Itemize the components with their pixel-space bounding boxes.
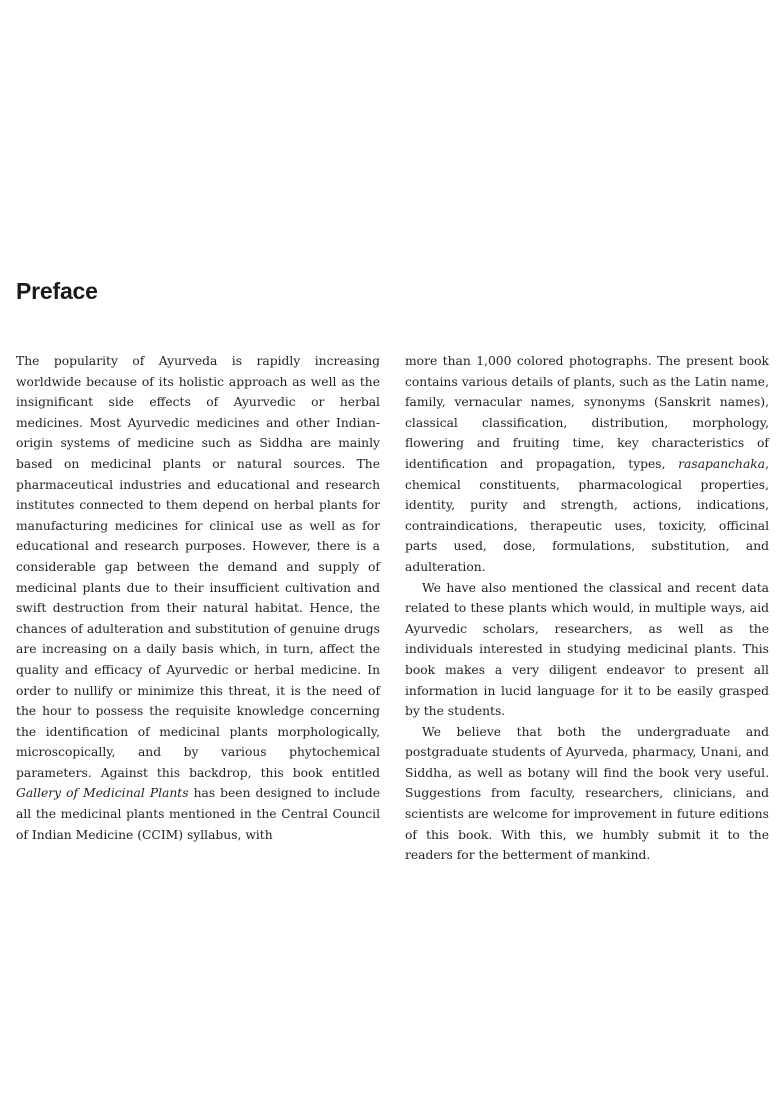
text-run: , chemical constituents, pharmacological properties, identity, purity and strength, actions, indications, contraindications, therapeutic uses, toxicity, officinal parts used, dose, formulations, substitution, and adulteration. bbox=[405, 456, 769, 574]
book-title-italic: Gallery of Medicinal Plants bbox=[16, 786, 189, 801]
paragraph bbox=[16, 351, 380, 845]
paragraph: We believe that both the undergraduate and postgraduate students of Ayurveda, pharmacy, Unani, and Siddha, as well as botany will find the book very useful. Suggestions from faculty, researchers, clinicians, and scientists are welcome for improvement in future editions of this book. With this, we humbly submit it to the readers for the betterment of mankind. bbox=[405, 724, 769, 863]
text-run: The popularity of Ayurveda is rapidly increasing worldwide because of its holistic approach as well as the insignificant side effects of Ayurvedic or herbal medicines. Most Ayurvedic medicines and other Indian-origin systems of medicine such as Siddha are mainly based on medicinal plants or natural sources. The pharmaceutical industries and educational and research institutes connected to them depend on herbal plants for manufacturing medicines for clinical use as well as for educational and research purposes. However, there is a considerable gap between the demand and supply of medicinal plants due to their insufficient cultivation and swift destruction from their natural habitat. Hence, the chances of adulteration and substitution of genuine drugs are increasing on a daily basis which, in turn, affect the quality and efficacy of Ayurvedic or herbal medicine. In order to nullify or minimize this threat, it is the need of the hour to possess the requisite knowledge concerning the identification of medicinal plants morphologically, microscopically, and by various phytochemical parameters. Against this backdrop, this book entitled bbox=[16, 354, 380, 780]
paragraph bbox=[405, 351, 769, 578]
right-column bbox=[405, 351, 769, 866]
page-title: Preface bbox=[16, 278, 98, 304]
text-run: more than 1,000 colored photographs. The present book contains various details of plants, such as the Latin name, family, vernacular names, synonyms (Sanskrit names), classical classification, distribution, morphology, flowering and fruiting time, key characteristics of identification and propagation, types, bbox=[405, 354, 769, 471]
left-column bbox=[16, 351, 380, 845]
paragraph: We have also mentioned the classical and recent data related to these plants which would, in multiple ways, aid Ayurvedic scholars, researchers, as well as the individuals interested in studying medicinal plants. This book makes a very diligent endeavor to present all information in lucid language for it to be easily grasped by the students. bbox=[405, 580, 769, 719]
text-run: has been designed to include all the medicinal plants mentioned in the Central Council of Indian Medicine (CCIM) syllabus, with bbox=[16, 786, 380, 842]
term-italic: rasapanchaka bbox=[678, 456, 766, 471]
